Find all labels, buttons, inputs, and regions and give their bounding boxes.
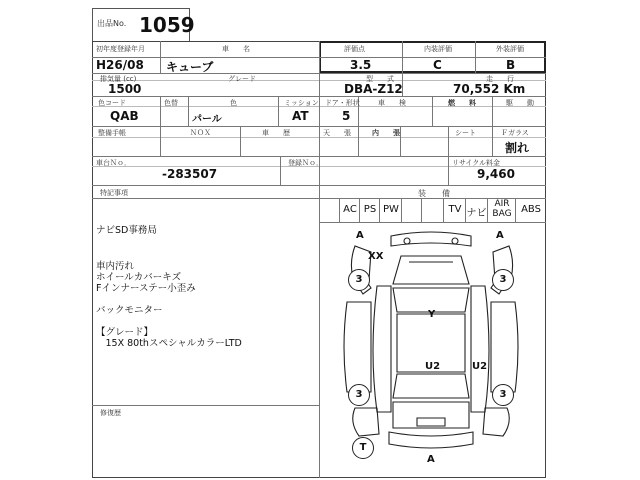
notes-list <box>96 222 316 349</box>
car-name-label: 車 名 <box>222 45 250 53</box>
displacement-value: 1500 <box>108 82 142 96</box>
door-shape-label: ドア・形状 <box>325 99 360 107</box>
car-name-value: キューブ <box>166 60 214 74</box>
seat-label: シート <box>455 129 476 137</box>
note-line <box>96 233 316 244</box>
equipment-abs: ABS <box>521 204 541 215</box>
exterior-score-label: 外装評価 <box>496 45 524 53</box>
paint-change-label: 色替 <box>164 99 178 107</box>
mark-roof: Y <box>428 309 436 320</box>
inspection-label: 車 検 <box>378 99 406 107</box>
transmission-value: AT <box>292 109 309 123</box>
mileage-value: 70,552 Km <box>453 82 526 96</box>
nox-label: ＮＯＸ <box>190 129 211 137</box>
model-label: 型 式 <box>366 75 394 83</box>
mark-wheel-front-left: 3 <box>348 269 370 291</box>
note-line: 15X 80thスペシャルカラーLTD <box>96 338 242 349</box>
color-code-value: QAB <box>110 109 139 123</box>
note-line: 【グレード】 <box>96 327 154 338</box>
mark-rear: A <box>427 454 435 465</box>
note-line: バックモニター <box>96 305 163 316</box>
equipment-navi: ナビ <box>466 208 487 219</box>
grade-label: グレード <box>228 75 256 83</box>
mark-front-center: XX <box>368 251 384 262</box>
fuel-label: 燃 料 <box>448 99 476 107</box>
maintenance-book-label: 整備手帳 <box>98 129 126 137</box>
mark-front-right: A <box>496 230 504 241</box>
windshield-label: Ｆガラス <box>501 129 529 137</box>
exterior-score-value: B <box>506 58 516 72</box>
car-history-label: 車 歴 <box>262 129 290 137</box>
mark-front-left: A <box>356 230 364 241</box>
transmission-label: ミッション <box>284 99 319 107</box>
car-damage-diagram <box>319 222 546 478</box>
mark-wheel-front-right: 3 <box>492 269 514 291</box>
note-line: 車内汚れ <box>96 261 135 272</box>
note-line: Fインナーステー小歪み <box>96 283 196 294</box>
door-value: 5 <box>342 109 351 123</box>
equipment-ac: AC <box>343 204 357 215</box>
mark-tire-spare: T <box>352 437 374 459</box>
recycle-fee-label: リサイクル料金 <box>452 159 501 167</box>
note-line <box>96 291 316 302</box>
equipment-row <box>319 198 546 222</box>
equipment-airbag: AIR BAG <box>492 199 512 219</box>
chassis-number-value: -283507 <box>162 167 218 181</box>
model-value: DBA-Z12 <box>344 82 403 96</box>
note-line: ホイールカバーキズ <box>96 272 182 283</box>
windshield-value: 割れ <box>505 141 530 155</box>
mileage-label: 走 行 <box>486 75 514 83</box>
equipment-label: 装 備 <box>418 189 450 198</box>
equipment-pw: PW <box>383 204 399 215</box>
first-registration-label: 初年度登録年月 <box>96 45 145 53</box>
note-line: ナビSD事務局 <box>96 225 157 236</box>
equipment-tv: TV <box>448 204 462 215</box>
mark-wheel-rear-left: 3 <box>348 384 370 406</box>
mark-side-left: U2 <box>425 361 441 372</box>
score-value: 3.5 <box>350 58 372 72</box>
color-value: パール <box>192 114 222 125</box>
lot-number: 1059 <box>139 13 195 37</box>
repair-history-label: 修復歴 <box>100 409 121 417</box>
headliner-label: 天 張 <box>323 129 351 137</box>
lot-number-label: 出品No. <box>97 19 127 28</box>
interior-score-label: 内装評価 <box>424 45 452 53</box>
color-label: 色 <box>230 99 237 107</box>
drive-label: 駆 動 <box>506 99 534 107</box>
color-code-label: 色コード <box>98 99 126 107</box>
score-label: 評価点 <box>344 45 365 53</box>
chassis-number-label: 車台Ｎｏ． <box>96 159 131 167</box>
displacement-label: 排気量 (cc) <box>100 75 137 83</box>
mark-side-right: U2 <box>472 361 488 372</box>
mark-wheel-rear-right: 3 <box>492 384 514 406</box>
lot-number-box <box>92 8 195 42</box>
interior-score-value: C <box>433 58 442 72</box>
first-registration-value: H26/08 <box>96 58 144 72</box>
recycle-fee-value: 9,460 <box>477 167 515 181</box>
equipment-ps: PS <box>363 204 377 215</box>
registration-number-label: 登録Ｎｏ． <box>288 159 323 167</box>
note-line <box>96 313 316 324</box>
interior-trim-label: 内 張 <box>372 129 400 137</box>
notes-label: 特記事項 <box>100 189 128 197</box>
